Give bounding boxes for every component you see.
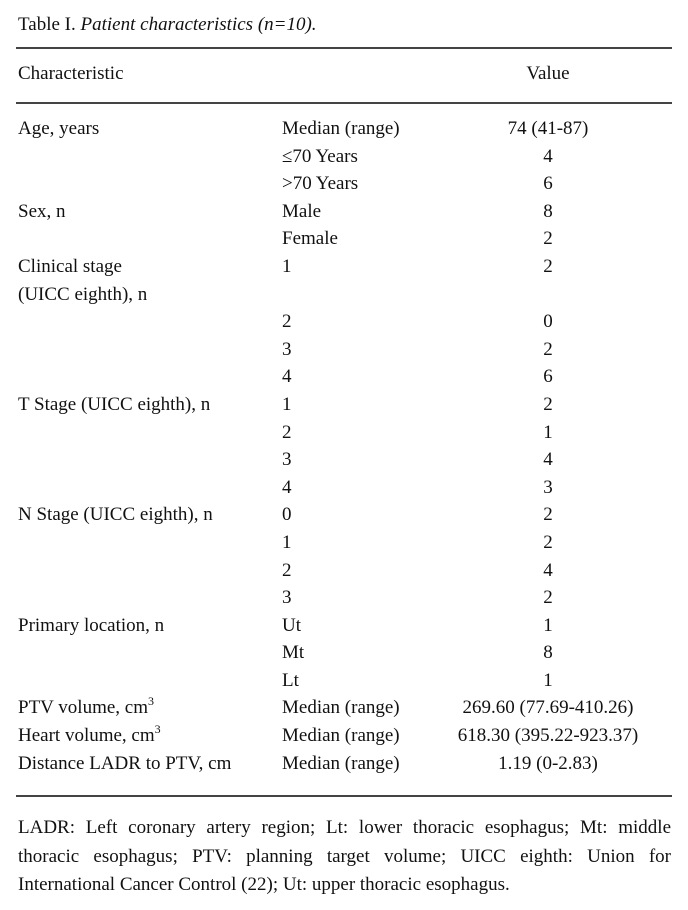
characteristic-text: Clinical stage bbox=[18, 255, 122, 277]
cell-value: 1.19 (0-2.83) bbox=[498, 752, 598, 774]
table-row bbox=[0, 146, 688, 174]
caption-label: Table I. bbox=[18, 14, 76, 35]
cell-subcategory: 2 bbox=[282, 311, 292, 333]
cell-subcategory: 2 bbox=[282, 559, 292, 581]
table-row bbox=[0, 722, 688, 753]
table-body bbox=[0, 118, 688, 780]
cell-subcategory: Mt bbox=[282, 642, 305, 664]
cell-subcategory: 0 bbox=[282, 504, 292, 526]
characteristic-text: (UICC eighth), n bbox=[18, 283, 148, 305]
table-row bbox=[0, 201, 688, 229]
table-row bbox=[0, 284, 688, 312]
cell-value: 2 bbox=[543, 393, 553, 415]
table-row bbox=[0, 339, 688, 367]
unit-superscript: 3 bbox=[154, 722, 161, 737]
cell-subcategory: Median (range) bbox=[282, 725, 400, 747]
characteristic-text: T Stage (UICC eighth), n bbox=[18, 393, 211, 415]
table-row bbox=[0, 753, 688, 781]
caption-title: Patient characteristics (n=10). bbox=[80, 14, 317, 35]
header-value: Value bbox=[526, 63, 570, 84]
cell-subcategory: 4 bbox=[282, 366, 292, 388]
table-row bbox=[0, 560, 688, 588]
characteristic-text: Distance LADR to PTV, cm bbox=[18, 752, 232, 774]
top-rule bbox=[16, 47, 672, 49]
cell-subcategory: 1 bbox=[282, 531, 292, 553]
cell-value: 2 bbox=[543, 255, 553, 277]
characteristic-text: N Stage (UICC eighth), n bbox=[18, 504, 213, 526]
cell-value: 2 bbox=[543, 587, 553, 609]
cell-value: 2 bbox=[543, 228, 553, 250]
characteristic-text: Age, years bbox=[18, 118, 100, 139]
cell-subcategory: Ut bbox=[282, 614, 301, 636]
cell-subcategory: Median (range) bbox=[282, 118, 400, 139]
cell-value: 6 bbox=[543, 366, 553, 388]
cell-value: 1 bbox=[543, 421, 553, 443]
cell-characteristic bbox=[18, 256, 122, 278]
cell-value: 4 bbox=[543, 145, 553, 167]
table-row bbox=[0, 694, 688, 725]
cell-value: 0 bbox=[543, 311, 553, 333]
table-caption bbox=[18, 14, 317, 36]
characteristic-text: Primary location, n bbox=[18, 614, 165, 636]
cell-characteristic bbox=[18, 694, 155, 719]
header-characteristic: Characteristic bbox=[18, 63, 124, 84]
cell-value: 3 bbox=[543, 476, 553, 498]
cell-characteristic bbox=[18, 284, 147, 306]
cell-value: 2 bbox=[543, 531, 553, 553]
cell-subcategory: >70 Years bbox=[282, 173, 359, 195]
cell-subcategory: ≤70 Years bbox=[282, 145, 358, 167]
cell-subcategory: 3 bbox=[282, 338, 292, 360]
cell-value: 4 bbox=[543, 449, 553, 471]
table-footnote: LADR: Left coronary artery region; Lt: lower thoracic esophagus; Mt: middle thoracic esophagus; PTV: planning target volume; UICC eighth: Union for International Cancer Control (22); Ut: upper thoracic esophagus. bbox=[18, 817, 671, 895]
unit-superscript: 3 bbox=[148, 694, 155, 709]
cell-subcategory: Lt bbox=[282, 669, 299, 691]
table-row bbox=[0, 615, 688, 643]
table-row bbox=[0, 173, 688, 201]
table-row bbox=[0, 394, 688, 422]
cell-value: 1 bbox=[543, 669, 553, 691]
cell-value: 8 bbox=[543, 642, 553, 664]
cell-value: 2 bbox=[543, 504, 553, 526]
cell-value: 618.30 (395.22-923.37) bbox=[457, 725, 639, 747]
cell-value: 6 bbox=[543, 173, 553, 195]
cell-subcategory: 1 bbox=[282, 255, 292, 277]
characteristic-text: Heart volume, cm bbox=[18, 725, 155, 747]
cell-characteristic bbox=[18, 753, 231, 775]
table-row bbox=[0, 228, 688, 256]
table-row bbox=[0, 422, 688, 450]
cell-subcategory: 4 bbox=[282, 476, 292, 498]
table-row bbox=[0, 642, 688, 670]
cell-characteristic bbox=[18, 118, 99, 140]
cell-value: 1 bbox=[543, 614, 553, 636]
table-row bbox=[0, 366, 688, 394]
table-row bbox=[0, 118, 688, 146]
table-row bbox=[0, 532, 688, 560]
cell-subcategory: Male bbox=[282, 200, 322, 222]
cell-subcategory: 3 bbox=[282, 449, 292, 471]
cell-characteristic bbox=[18, 615, 164, 637]
table-row bbox=[0, 449, 688, 477]
table-row bbox=[0, 311, 688, 339]
cell-subcategory: Median (range) bbox=[282, 697, 400, 719]
cell-subcategory: 1 bbox=[282, 393, 292, 415]
header-rule bbox=[16, 102, 672, 104]
cell-value: 74 (41-87) bbox=[507, 118, 589, 139]
cell-characteristic bbox=[18, 722, 161, 747]
bottom-rule bbox=[16, 795, 672, 797]
cell-subcategory: Median (range) bbox=[282, 752, 400, 774]
cell-subcategory: Female bbox=[282, 228, 338, 250]
cell-value: 8 bbox=[543, 200, 553, 222]
cell-characteristic bbox=[18, 201, 66, 223]
table-row bbox=[0, 477, 688, 505]
characteristic-text: PTV volume, cm bbox=[18, 697, 149, 719]
table-row bbox=[0, 504, 688, 532]
cell-characteristic bbox=[18, 394, 210, 416]
cell-subcategory: 3 bbox=[282, 587, 292, 609]
table-row bbox=[0, 256, 688, 284]
cell-value: 269.60 (77.69-410.26) bbox=[462, 697, 634, 719]
table-row bbox=[0, 670, 688, 698]
characteristic-text: Sex, n bbox=[18, 200, 66, 222]
cell-value: 2 bbox=[543, 338, 553, 360]
table-row bbox=[0, 587, 688, 615]
cell-subcategory: 2 bbox=[282, 421, 292, 443]
cell-value: 4 bbox=[543, 559, 553, 581]
cell-characteristic bbox=[18, 504, 213, 526]
